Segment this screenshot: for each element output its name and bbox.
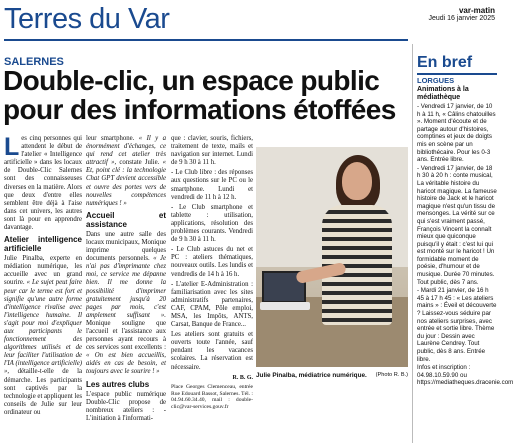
paragraph: Les ateliers sont gratuits et ouverts toute l'année, sauf pendant les vacances scolaires. La réservation est nécessaire.	[171, 331, 253, 371]
paragraph: Julie Pinalba, experte en médiation numérique, les accueille avec un grand sourire.	[4, 255, 82, 287]
caption-text: Julie Pinalba, médiatrice numérique.	[256, 372, 367, 379]
paragraph: Dans une autre salle des locaux municipaux, Monique imprime quelques documents personnels.	[86, 230, 166, 263]
sidebar-body	[417, 86, 513, 388]
article-headline: Double-clic, un espace public pour des informations étoffées	[3, 65, 396, 125]
sidebar-heading: En bref	[417, 54, 473, 71]
section-label: SALERNES	[4, 56, 64, 68]
paragraph: Monique souligne que l'accueil et l'assistance aux personnes ayant recours à ces services sont excellents :	[86, 319, 166, 352]
page-header	[0, 0, 500, 44]
paragraph: L'espace public numérique Double-Clic propose de nombreux ateliers : - L'initiation à l'informati-	[86, 390, 166, 422]
quote: « Et, point clé : la technologie Chat GPT devient accessible et ouvre des portes vers de nouvelles compétences numériques ! »	[86, 159, 167, 207]
sidebar-rule	[417, 73, 497, 75]
sidebar-paragraph: - Mardi 21 janvier, de 16 h 45 à 17 h 45 : « Les ateliers mains » : Éveil et découverte ? Laissez-vous séduire par nos ateliers surprises, avec entrée et sortie libre. Thème du jour : Dessin avec Laurène Cendrey. Tout public, dès 8 ans. Entrée libre.	[417, 287, 497, 363]
paragraph: - Le Club astuces du net et PC : ateliers thématiques, nouveaux outils. Les lundis et vendredis de 14 h à 16 h.	[171, 246, 253, 278]
contact-address: Place Georges Clemenceau, entrée Rue Edouard Bassot, Salernes. Tél. : 04.94.60.34.40, mail : double-clic@var-services.gouv.fr	[171, 383, 253, 411]
article-column-2	[86, 135, 166, 425]
paragraph: détaille-t-elle de la démarche. Les participants sont captivés par la technologie et appliquent les conseils de Julie sur leur ordinateur ou	[4, 368, 82, 416]
paragraph: es cinq personnes qui attendent le début de l'atelier « Intelligence artificielle » dans les locaux de Double-Clic Salernes sont des connaisseuses diverses en la matière. Alors que deux d'entre elles semblent être déjà à l'aise dans cet univers, les autres sont là pour en apprendre davantage.	[4, 135, 82, 232]
sidebar-contact: Infos et inscription : 04.98.10.59.90 ou https://mediatheques.dracenie.com	[417, 364, 513, 387]
paragraph: leur smartphone.	[86, 135, 135, 142]
article-column-1	[4, 135, 82, 419]
sidebar-paragraph: - Vendredi 17 janvier, de 18 h 30 à 20 h : conte musical, La véritable histoire du haricot magique. La fameuse histoire de Jack et le haricot magique n'est qu'un tissu de mensonges. La vérité sur ce qui s'est vraiment passé, François Vincent la connaît mieux que quiconque puisqu'il y était : c'est lui qui est monté sur le haricot ! Un formidable moment de poésie, d'humour et de musique. Durée 70 minutes. Tout public, dès 7 ans.	[417, 164, 497, 286]
quote: « Le sujet peut faire peur car le terme est fort et signifie qu'une autre forme d'intelligence rivalise avec l'intelligence humaine. Il s'agit pour moi d'expliquer aux participants le fonctionnement des algorithmes utilisés et de leur faciliter l'utilisation de l'IA (intelligence artificielle) »,	[4, 279, 83, 376]
paragraph: - Le Club smartphone et tablette : utilisation, applications, résolution des problèmes courants. Vendredi de 9 h 30 à 11 h.	[171, 203, 253, 244]
news-brief-sidebar	[412, 44, 513, 443]
paragraph: - L'atelier E-Administration : familiarisation avec les sites administratifs partenaires, CAF, CPAM, Pôle emploi, MSA, les Impôts, ANTS, Carsat, Banque de France...	[171, 280, 253, 329]
subheading: Accueil et assistance	[86, 210, 166, 229]
sidebar-city: LORGUES	[417, 76, 455, 85]
paragraph: constate Julie.	[119, 159, 160, 167]
drop-cap: L	[4, 133, 20, 161]
article-column-3	[171, 135, 253, 411]
quote: « Je n'ai pas d'imprimante chez moi, ce service me dépanne bien. Il me donne la possibilité d'imprimer gratuitement jusqu'à 20 pages par mois, c'est amplement suffisant ».	[86, 255, 167, 319]
quote: « Il y a énormément d'échanges, ce qui rend cet atelier très attractif »,	[86, 135, 166, 167]
photo-caption	[256, 372, 408, 379]
subheading: Les autres clubs	[86, 379, 150, 389]
publication-date: Jeudi 16 janvier 2025	[428, 15, 495, 22]
article-photo	[256, 147, 408, 367]
publication-info	[428, 6, 495, 22]
publication-name: var-matin	[458, 6, 495, 15]
photo-credit: (Photo R. B.)	[375, 372, 408, 378]
sidebar-title: Animations à la médiathèque	[417, 86, 469, 101]
paragraph: - Le Club libre : des réponses aux questions sur le PC ou le smartphone. Lundi et vendredi de 11 h à 12 h.	[171, 169, 253, 201]
paragraph: que : clavier, souris, fichiers, traitement de texte, mails et navigation sur internet. Lundi de 9 h 30 à 11 h.	[171, 135, 253, 167]
header-rule	[4, 39, 408, 41]
person-face	[342, 162, 372, 200]
masthead: Terres du Var	[4, 3, 170, 35]
author-signature: R. B. G.	[232, 374, 253, 381]
subheading: Atelier intelligence artificielle	[4, 235, 82, 254]
sidebar-paragraph: - Vendredi 17 janvier, de 10 h à 11 h, « Câlins chatouilles ». Moment d'écoute et de partage autour d'histoires, comptines et jeux de doigts mis en scène par un bibliothécaire. Pour les 0-3 ans. Entrée libre.	[417, 103, 496, 164]
quote: « On est bien accueillis, aidés en cas de besoin, et toujours avec le sourire ! »	[86, 352, 166, 376]
keyboard-icon	[260, 302, 310, 310]
